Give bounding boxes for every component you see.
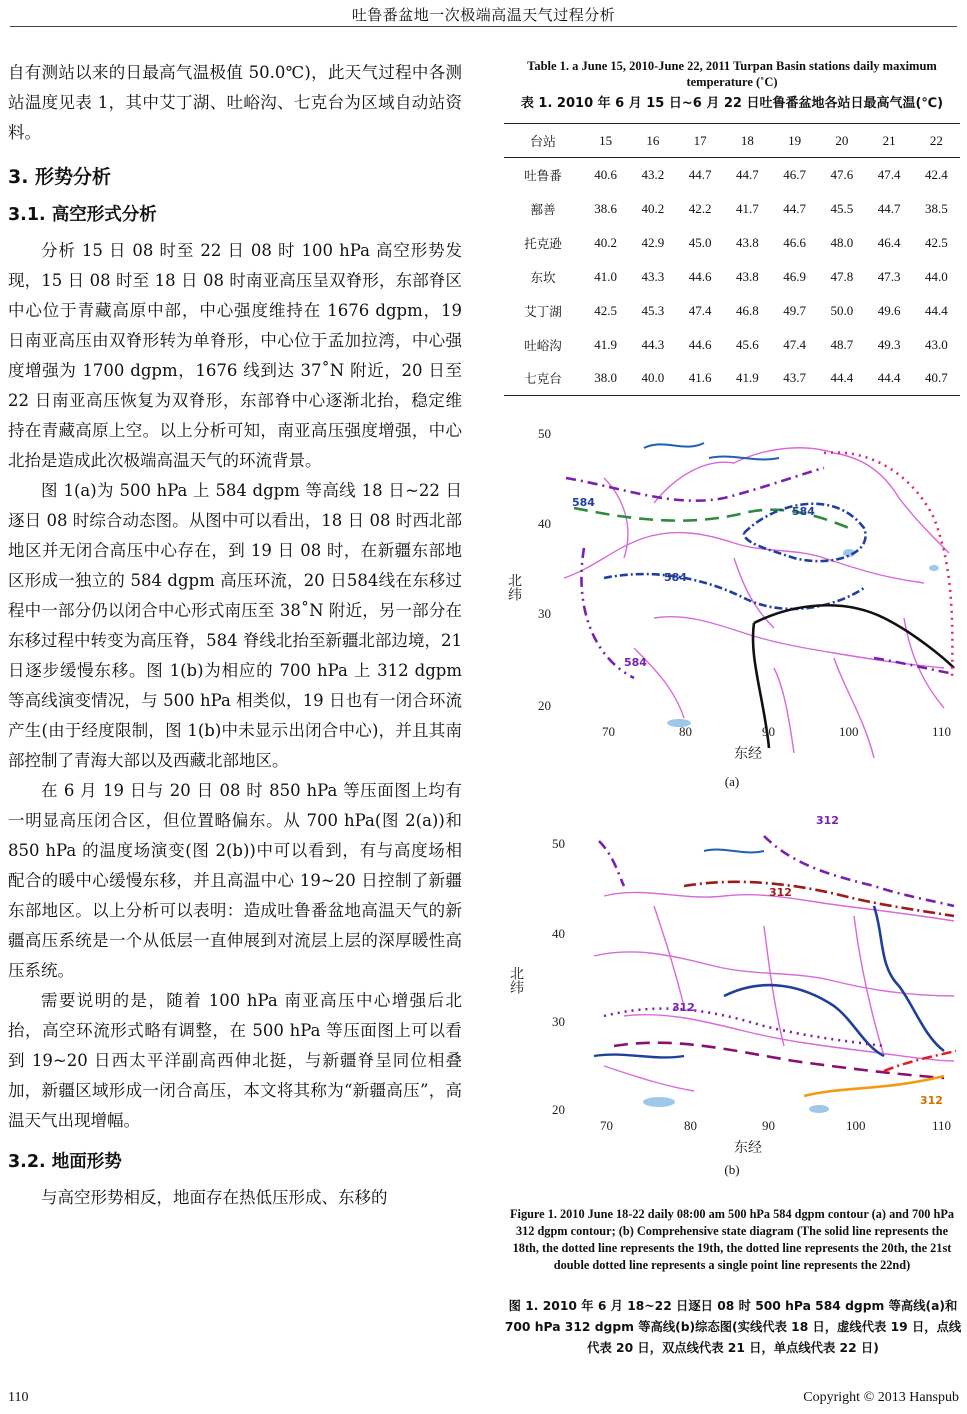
map-b bbox=[504, 806, 960, 1156]
temperature-cell: 44.4 bbox=[925, 302, 948, 318]
column-header: 21 bbox=[882, 132, 896, 148]
contour-label-b: 312 bbox=[920, 1094, 943, 1107]
figure-caption-cn: 图 1. 2010 年 6 月 18~22 日逐日 08 时 500 hPa 584 dgpm 等高线(a)和 700 hPa 312 dgpm 等高线(b)综态图(实线代表 18 日，虚线代表 19 日，点线代表 20 日，双点线代表 21 日，单点线代表 22 日) bbox=[504, 1299, 962, 1355]
temperature-cell: 40.7 bbox=[925, 370, 948, 386]
lat-tick: 40 bbox=[538, 516, 551, 531]
temperature-cell: 43.2 bbox=[641, 166, 665, 182]
temperature-cell: 44.7 bbox=[783, 200, 806, 216]
lat-tick: 30 bbox=[552, 1014, 565, 1029]
figure-a-label: (a) bbox=[724, 774, 740, 789]
temperature-cell: 40.6 bbox=[594, 166, 617, 182]
temperature-cell: 44.3 bbox=[641, 336, 665, 352]
copyright: Copyright © 2013 Hanspub bbox=[803, 1390, 959, 1405]
temperature-cell: 45.6 bbox=[736, 336, 759, 352]
lon-tick: 110 bbox=[932, 1118, 952, 1133]
temperature-cell: 45.3 bbox=[641, 302, 665, 318]
subsection-heading: 3.2. 地面形势 bbox=[8, 1152, 122, 1172]
contour-label-a: 584 bbox=[572, 496, 595, 509]
station-name-cell: 东坎 bbox=[530, 269, 556, 285]
temperature-cell: 48.0 bbox=[830, 234, 854, 250]
paragraph: 在 6 月 19 日与 20 日 08 时 850 hPa 等压面图上均有一明显高压闭合区，但位置略偏东。从 700 hPa(图 2(a))和 850 hPa 的温度场演变(图 2(b))中可以看到，有与高度场相配合的暖中心缓慢东移，并且高温中心 19~20 日控制了新疆东部地区。以上分析可以表明：造成吐鲁番盆地高温天气的新疆高压系统是一个从低层一直伸展到对流层上层的深厚暖性高压系统。 bbox=[8, 781, 462, 980]
figure-a bbox=[504, 418, 960, 790]
temperature-cell: 41.6 bbox=[688, 370, 712, 386]
station-name-cell: 吐峪沟 bbox=[524, 337, 562, 353]
temperature-cell: 44.7 bbox=[736, 166, 759, 182]
x-axis-label: 东经 bbox=[734, 1140, 762, 1156]
temperature-cell: 38.0 bbox=[594, 370, 617, 386]
figure-caption-en: Figure 1. 2010 June 18-22 daily 08:00 am 500 hPa 584 dgpm contour (a) and 700 hPa 312 dgpm contour; (b) Comprehensive state diagram (The solid line represents the 18th, the dotted line represents the 19th, the dotted line represents the 20th, the 21st double dotted line represents a single point line represents the 22nd) bbox=[510, 1207, 954, 1272]
contour-label-b: 312 bbox=[816, 814, 839, 827]
x-axis-label: 东经 bbox=[734, 746, 762, 762]
temperature-cell: 42.2 bbox=[688, 200, 712, 216]
lon-tick: 90 bbox=[762, 1118, 775, 1133]
figure-b bbox=[504, 806, 960, 1178]
table-row bbox=[504, 294, 960, 328]
lat-tick: 20 bbox=[552, 1102, 565, 1117]
temperature-cell: 46.9 bbox=[783, 268, 806, 284]
temperature-cell: 40.2 bbox=[641, 200, 665, 216]
temperature-cell: 49.3 bbox=[877, 336, 901, 352]
temperature-cell: 43.8 bbox=[736, 268, 759, 284]
temperature-cell: 46.7 bbox=[783, 166, 806, 182]
lon-tick: 100 bbox=[846, 1118, 866, 1133]
temperature-cell: 42.4 bbox=[925, 166, 948, 182]
table-header-row bbox=[504, 124, 960, 158]
column-header: 19 bbox=[788, 132, 802, 148]
lat-tick: 50 bbox=[552, 836, 565, 851]
temperature-cell: 43.0 bbox=[925, 336, 948, 352]
temperature-cell: 45.5 bbox=[830, 200, 854, 216]
temperature-cell: 44.4 bbox=[877, 370, 901, 386]
contour-label-a: 584 bbox=[624, 656, 647, 669]
temperature-cell: 44.7 bbox=[688, 166, 712, 182]
page-number: 110 bbox=[8, 1390, 29, 1405]
temperature-cell: 41.9 bbox=[594, 336, 617, 352]
temperature-cell: 41.0 bbox=[594, 268, 617, 284]
figure-b-label: (b) bbox=[724, 1162, 740, 1177]
column-header: 22 bbox=[929, 132, 943, 148]
map-a bbox=[504, 418, 960, 768]
lon-tick: 80 bbox=[679, 724, 692, 739]
temperature-cell: 43.7 bbox=[783, 370, 806, 386]
table-row bbox=[504, 260, 960, 294]
temperature-cell: 43.8 bbox=[736, 234, 759, 250]
temperature-cell: 42.9 bbox=[641, 234, 665, 250]
left-column bbox=[8, 58, 462, 1213]
temperature-cell: 40.2 bbox=[594, 234, 617, 250]
temperature-cell: 43.3 bbox=[641, 268, 665, 284]
column-header: 16 bbox=[646, 132, 660, 148]
table-caption-cn: 表 1. 2010 年 6 月 15 日~6 月 22 日吐鲁番盆地各站日最高气温(℃) bbox=[520, 96, 944, 111]
temperature-cell: 48.7 bbox=[830, 336, 854, 352]
lat-tick: 40 bbox=[552, 926, 565, 941]
temperature-cell: 45.0 bbox=[688, 234, 712, 250]
temperature-cell: 49.6 bbox=[877, 302, 901, 318]
lat-tick: 30 bbox=[538, 606, 551, 621]
temperature-cell: 44.6 bbox=[688, 268, 712, 284]
station-name-cell: 吐鲁番 bbox=[524, 167, 562, 183]
temperature-cell: 49.7 bbox=[783, 302, 806, 318]
paragraph: 分析 15 日 08 时至 22 日 08 时 100 hPa 高空形势发现，15 日 08 时至 18 日 08 时南亚高压呈双脊形，东部脊区中心位于青藏高原中部，中心强度维持在 1676 dgpm，19 日南亚高压由双脊形转为单脊形，中心位于孟加拉湾，中心强度增强为 1700 dgpm，1676 线到达 37˚N 附近，20 日至 22 日南亚高压恢复为双脊形，东部脊中心逐渐北抬，稳定维持在青藏高原上空。以上分析可知，南亚高压强度增强，中心北抬是造成此次极端高温天气的环流背景。 bbox=[8, 241, 462, 470]
temperature-cell: 46.8 bbox=[736, 302, 759, 318]
column-header: 台站 bbox=[529, 134, 556, 149]
temperature-cell: 47.3 bbox=[877, 268, 901, 284]
temperature-cell: 41.9 bbox=[736, 370, 759, 386]
lat-tick: 50 bbox=[538, 426, 551, 441]
lon-tick: 110 bbox=[932, 724, 952, 739]
temperature-cell: 47.4 bbox=[783, 336, 806, 352]
section-heading: 3. 形势分析 bbox=[8, 166, 112, 188]
temperature-cell: 38.5 bbox=[925, 200, 948, 216]
column-header: 18 bbox=[740, 132, 754, 148]
contour-label-a: 584 bbox=[792, 505, 815, 518]
temperature-cell: 42.5 bbox=[594, 302, 617, 318]
temperature-cell: 47.4 bbox=[877, 166, 901, 182]
table-row bbox=[504, 226, 960, 260]
temperature-table bbox=[504, 123, 960, 396]
temperature-cell: 46.4 bbox=[877, 234, 901, 250]
station-name-cell: 托克逊 bbox=[524, 235, 562, 251]
table-row bbox=[504, 158, 960, 192]
temperature-cell: 46.6 bbox=[783, 234, 806, 250]
table-caption-en: Table 1. a June 15, 2010-June 22, 2011 Turpan Basin stations daily maximum temperature (˚C) bbox=[527, 59, 937, 89]
column-header: 20 bbox=[835, 132, 849, 148]
temperature-cell: 44.0 bbox=[925, 268, 948, 284]
table-block bbox=[504, 58, 960, 396]
temperature-cell: 42.5 bbox=[925, 234, 948, 250]
contour-label-b: 312 bbox=[672, 1001, 695, 1014]
paragraph: 与高空形势相反，地面存在热低压形成、东移的 bbox=[41, 1188, 388, 1207]
temperature-cell: 47.6 bbox=[830, 166, 854, 182]
table-body bbox=[504, 158, 960, 396]
running-title: 吐鲁番盆地一次极端高温天气过程分析 bbox=[351, 6, 616, 24]
column-header: 17 bbox=[693, 132, 707, 148]
temperature-cell: 50.0 bbox=[830, 302, 854, 318]
temperature-cell: 47.4 bbox=[688, 302, 712, 318]
header-rule bbox=[10, 26, 957, 27]
temperature-cell: 38.6 bbox=[594, 200, 617, 216]
temperature-cell: 47.8 bbox=[830, 268, 854, 284]
lat-tick: 20 bbox=[538, 698, 551, 713]
lon-tick: 90 bbox=[762, 724, 775, 739]
table-row bbox=[504, 192, 960, 226]
y-axis-label: 北纬 bbox=[508, 966, 524, 994]
table-row bbox=[504, 328, 960, 362]
paragraph: 自有测站以来的日最高气温极值 50.0℃)，此天气过程中各测站温度见表 1，其中艾丁湖、吐峪沟、七克台为区域自动站资料。 bbox=[8, 63, 462, 142]
temperature-cell: 44.6 bbox=[688, 336, 712, 352]
temperature-cell: 41.7 bbox=[736, 200, 759, 216]
contour-label-a: 584 bbox=[664, 571, 687, 584]
lon-tick: 80 bbox=[684, 1118, 697, 1133]
subsection-heading: 3.1. 高空形式分析 bbox=[8, 205, 157, 225]
paragraph: 需要说明的是，随着 100 hPa 南亚高压中心增强后北抬，高空环流形式略有调整，在 500 hPa 等压面图上可以看到 19~20 日西太平洋副高西伸北挺，与新疆脊呈同位相叠加，新疆区域形成一闭合高压，本文将其称为“新疆高压”，高温天气出现增幅。 bbox=[8, 991, 462, 1130]
temperature-cell: 44.4 bbox=[830, 370, 854, 386]
station-name-cell: 七克台 bbox=[524, 371, 562, 387]
paragraph: 图 1(a)为 500 hPa 上 584 dgpm 等高线 18 日~22 日逐日 08 时综合动态图。从图中可以看出，18 日 08 时西北部地区并无闭合高压中心存在，到 19 日 08 时，在新疆东部地区形成一独立的 584 dgpm 高压环流，20 日584线在东移过程中一部分仍以闭合中心形式南压至 38˚N 附近，另一部分在东移过程中转变为高压脊，584 脊线北抬至新疆北部边境，21 日逐步缓慢东移。图 1(b)为相应的 700 hPa 上 312 dgpm 等高线演变情况，与 500 hPa 相类似，19 日也有一闭合环流产生(由于经度限制，图 1(b)中未显示出闭合中心)，并且其南部控制了青海大部以及西藏北部地区。 bbox=[8, 481, 462, 770]
lon-tick: 100 bbox=[839, 724, 859, 739]
column-header: 15 bbox=[599, 132, 613, 148]
lon-tick: 70 bbox=[600, 1118, 613, 1133]
table-row bbox=[504, 362, 960, 396]
y-axis-label: 北纬 bbox=[506, 573, 522, 601]
temperature-cell: 40.0 bbox=[641, 370, 665, 386]
station-name-cell: 艾丁湖 bbox=[524, 303, 562, 319]
lon-tick: 70 bbox=[602, 724, 615, 739]
contour-label-b: 312 bbox=[769, 886, 792, 899]
station-name-cell: 鄯善 bbox=[530, 201, 556, 217]
temperature-cell: 44.7 bbox=[877, 200, 901, 216]
